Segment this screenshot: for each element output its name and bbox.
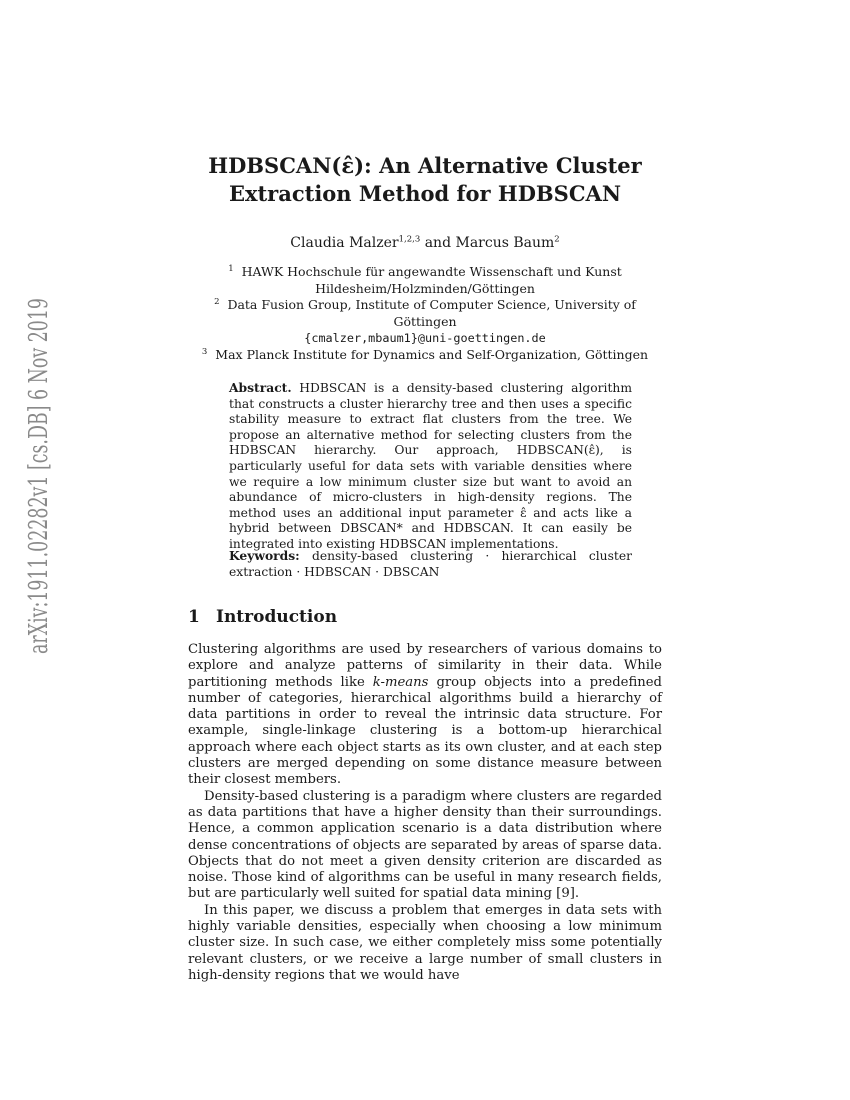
affiliation-2	[190, 297, 660, 347]
affiliation-number: 2	[214, 296, 220, 307]
intro-paragraph-1	[188, 642, 662, 789]
arxiv-stamp-svg	[14, 296, 62, 656]
affiliation-line: HAWK Hochschule für angewandte Wissenschaft und Kunst	[241, 264, 622, 279]
intro-p1-end: group objects into a predefined number of categories, hierarchical algorithms build a hierarchy of data partitions in order to reveal the intrinsic data structure. For example, single-linkage clustering is a bottom-up hierarchical approach where each object starts as its own cluster, and at each step clusters are merged depending on some distance measure between their closest members.	[188, 674, 662, 788]
title-line-2: Extraction Method for HDBSCAN	[228, 181, 622, 206]
author-joiner: and	[420, 235, 456, 251]
abstract-text: HDBSCAN is a density-based clustering algorithm that constructs a cluster hierarchy tree and then uses a specific stability measure to extract flat clusters from the tree. We propose an alternative method for selecting clusters from the HDBSCAN hierarchy. Our approach, HDBSCAN(ε̂), is particularly useful for data sets with variable densities where we require a low minimum cluster size but want to avoid an abundance of micro-clusters in high-density regions. The method uses an additional input parameter ε̂ and acts like a hybrid between DBSCAN* and HDBSCAN. It can easily be integrated into existing HDBSCAN implementations.	[229, 381, 632, 551]
affiliation-line: Hildesheim/Holzminden/Göttingen	[315, 280, 535, 296]
affiliation-3	[190, 347, 660, 364]
intro-paragraph-3: In this paper, we discuss a problem that emerges in data sets with highly variable densities, especially when choosing a low minimum cluster size. In such case, we either completely miss some potentially relevant clusters, or we receive a large number of small clusters in high-density regions that we would have	[188, 902, 662, 983]
section-number: 1	[188, 607, 200, 627]
intro-p1-start: Clustering algorithms are used by researchers of various domains to explore and analyze patterns of similarity in their data. While partitioning methods like	[188, 642, 662, 690]
arxiv-identifier-stamp	[14, 296, 62, 656]
intro-paragraph-2: Density-based clustering is a paradigm where clusters are regarded as data partitions that have a higher density than their surroundings. Hence, a common application scenario is a data distribution where dense concentrations of objects are separated by areas of sparse data. Objects that do not meet a given density criterion are discarded as noise. Those kind of algorithms can be useful in many research fields, but are particularly well suited for spatial data mining [9].	[188, 788, 662, 902]
author-affiliation-marks: 2	[554, 234, 560, 245]
affiliation-line: Max Planck Institute for Dynamics and Self-Organization, Göttingen	[215, 346, 649, 362]
abstract-label: Abstract.	[229, 380, 292, 395]
intro-p1-emphasis: k-means	[372, 674, 429, 690]
affiliation-line: Data Fusion Group, Institute of Computer Science, University of Göttingen	[227, 297, 636, 329]
affiliation-1	[190, 264, 660, 297]
keywords-label: Keywords:	[229, 548, 300, 563]
affiliation-number: 3	[201, 346, 208, 357]
author-affiliation-marks: 1,2,3	[398, 234, 421, 245]
section-title: Introduction	[216, 607, 338, 627]
author-name: Marcus Baum	[455, 235, 555, 251]
introduction-body	[188, 642, 662, 984]
keywords-text: density-based clustering · hierarchical cluster extraction · HDBSCAN · DBSCAN	[229, 549, 632, 579]
author-name: Claudia Malzer	[290, 235, 399, 251]
author-email[interactable]: {cmalzer,mbaum1}@uni-goettingen.de	[304, 331, 546, 345]
title-line-1: HDBSCAN(ε̂): An Alternative Cluster	[208, 153, 642, 178]
affiliation-number: 1	[228, 263, 234, 274]
paper-title	[190, 152, 660, 208]
arxiv-stamp-text: arXiv:1911.02282v1 [cs.DB] 6 Nov 2019	[24, 296, 54, 654]
keywords	[229, 548, 632, 580]
author-line	[190, 234, 660, 252]
affiliations	[190, 264, 660, 363]
section-heading	[188, 606, 337, 628]
abstract	[229, 380, 632, 553]
